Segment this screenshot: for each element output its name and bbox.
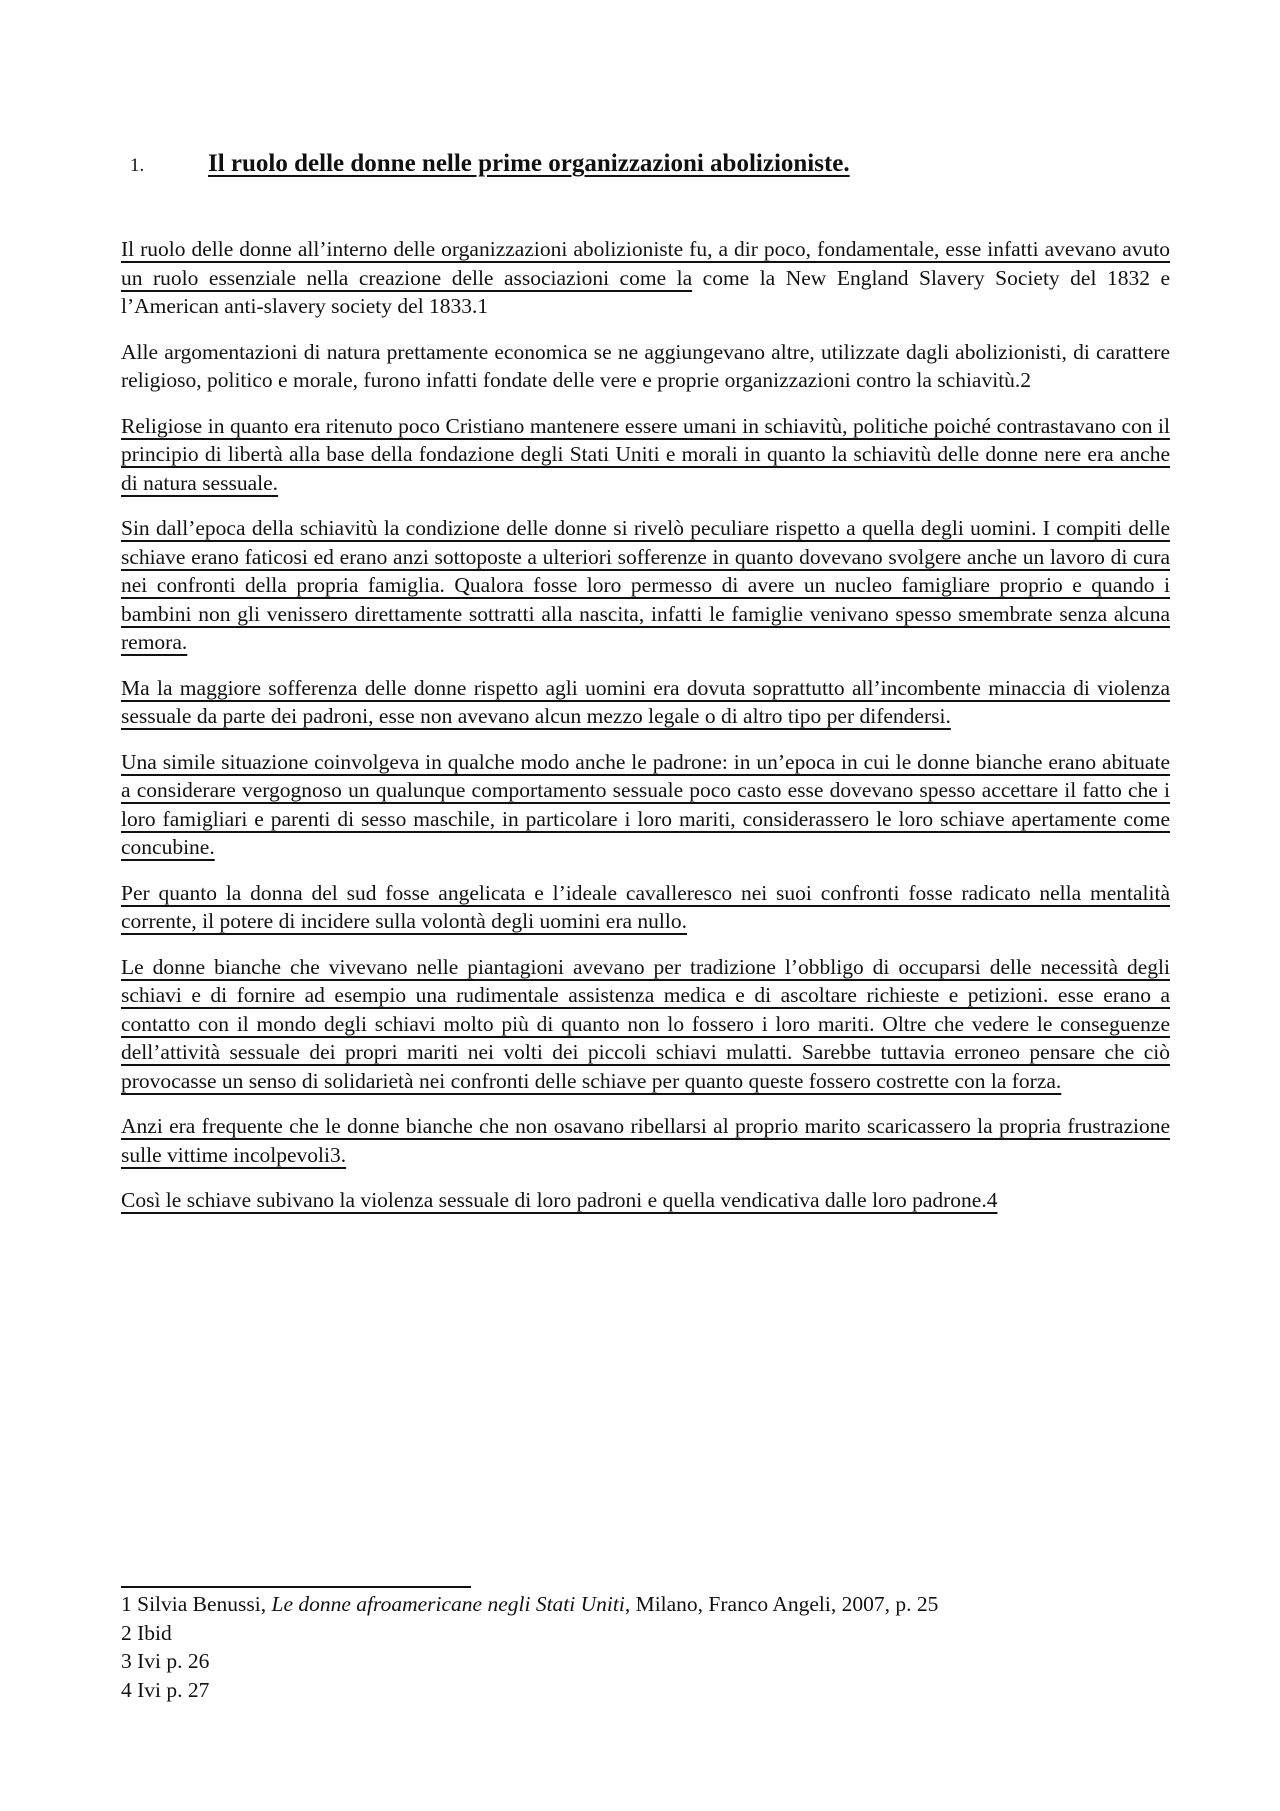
- paragraph-underlined-text: Anzi era frequente che le donne bianche che non osavano ribellarsi al proprio marito scaricassero la propria frustrazione sulle vittime incolpevoli3.: [121, 1114, 1170, 1167]
- paragraph-10: [121, 1186, 1170, 1215]
- body-text: [121, 235, 1170, 1232]
- footnote-prefix: 1 Silvia Benussi,: [121, 1592, 272, 1616]
- paragraph-underlined-text: Il ruolo delle donne all’interno delle organizzazioni abolizioniste fu, a dir poco, fondamentale, esse infatti avevano avuto un ruolo essenziale nella creazione delle associazioni come la: [121, 237, 1170, 290]
- footnotes: [121, 1590, 1170, 1704]
- paragraph-4: [121, 514, 1170, 657]
- paragraph-7: [121, 879, 1170, 936]
- paragraph-underlined-text: Per quanto la donna del sud fosse angelicata e l’ideale cavalleresco nei suoi confronti fosse radicato nella mentalità corrente, il potere di incidere sulla volontà degli uomini era nullo.: [121, 880, 1170, 933]
- footnote-4: [121, 1676, 1170, 1705]
- paragraph-2: [121, 338, 1170, 395]
- paragraph-underlined-text: Sin dall’epoca della schiavitù la condizione delle donne si rivelò peculiare rispetto a quella degli uomini. I compiti delle schiave erano faticosi ed erano anzi sottoposte a ulteriori sofferenze in quanto dovevano svolgere anche un lavoro di cura nei confronti della propria famiglia. Qualora fosse loro permesso di avere un nucleo famigliare proprio e quando i bambini non gli venissero direttamente sottratti alla nascita, infatti le famiglie venivano spesso smembrate senza alcuna remora.: [121, 516, 1170, 654]
- paragraph-3: [121, 412, 1170, 498]
- section-heading: [128, 150, 1178, 178]
- paragraph-6: [121, 748, 1170, 862]
- paragraph-9: [121, 1112, 1170, 1169]
- heading-title: Il ruolo delle donne nelle prime organizzazioni abolizioniste.: [208, 150, 850, 177]
- footnote-separator: [121, 1586, 471, 1588]
- footnote-3: [121, 1647, 1170, 1676]
- paragraph-1: [121, 235, 1170, 321]
- paragraph-5: [121, 674, 1170, 731]
- paragraph-underlined-text: Così le schiave subivano la violenza sessuale di loro padroni e quella vendicativa dalle loro padrone.4: [121, 1188, 998, 1212]
- footnote-prefix: 3 Ivi p. 26: [121, 1649, 210, 1673]
- footnote-prefix: 2 Ibid: [121, 1620, 172, 1645]
- footnote-suffix: , Milano, Franco Angeli, 2007, p. 25: [624, 1592, 939, 1616]
- footnote-prefix: 4 Ivi p. 27: [121, 1677, 210, 1702]
- footnote-1: [121, 1590, 1170, 1619]
- paragraph-underlined-text: Ma la maggiore sofferenza delle donne rispetto agli uomini era dovuta soprattutto all’incombente minaccia di violenza sessuale da parte dei padroni, esse non avevano alcun mezzo legale o di altro tipo per difendersi.: [121, 675, 1170, 728]
- paragraph-underlined-text: Una simile situazione coinvolgeva in qualche modo anche le padrone: in un’epoca in cui le donne bianche erano abituate a considerare vergognoso un qualunque comportamento sessuale poco casto esse dovevano spesso accettare il fatto che i loro famigliari e parenti di sesso maschile, in particolare i loro mariti, considerassero le loro schiave apertamente come concubine.: [121, 749, 1170, 859]
- paragraph-plain-text: Alle argomentazioni di natura prettamente economica se ne aggiungevano altre, utilizzate dagli abolizionisti, di carattere religioso, politico e morale, furono infatti fondate delle vere e proprie organizzazioni contro la schiavitù.2: [121, 339, 1170, 392]
- footnote-2: [121, 1619, 1170, 1648]
- footnote-italic-title: Le donne afroamericane negli Stati Uniti: [271, 1592, 625, 1616]
- paragraph-underlined-text: Religiose in quanto era ritenuto poco Cristiano mantenere essere umani in schiavitù, politiche poiché contrastavano con il principio di libertà alla base della fondazione degli Stati Uniti e morali in quanto la schiavitù delle donne nere era anche di natura sessuale.: [121, 413, 1170, 495]
- heading-number: 1.: [130, 155, 145, 176]
- paragraph-plain-text: come la New England Slavery Society del 1832 e l’American anti-slavery society del 1833.1: [121, 265, 1170, 318]
- paragraph-underlined-text: Le donne bianche che vivevano nelle piantagioni avevano per tradizione l’obbligo di occuparsi delle necessità degli schiavi e di fornire ad esempio una rudimentale assistenza medica e di ascoltare richieste e petizioni. esse erano a contatto con il mondo degli schiavi molto più di quanto non lo fossero i loro mariti. Oltre che vedere le conseguenze dell’attività sessuale dei propri mariti nei volti dei piccoli schiavi mulatti. Sarebbe tuttavia erroneo pensare che ciò provocasse un senso di solidarietà nei confronti delle schiave per quanto queste fossero costrette con la forza.: [121, 954, 1170, 1093]
- paragraph-8: [121, 953, 1170, 1096]
